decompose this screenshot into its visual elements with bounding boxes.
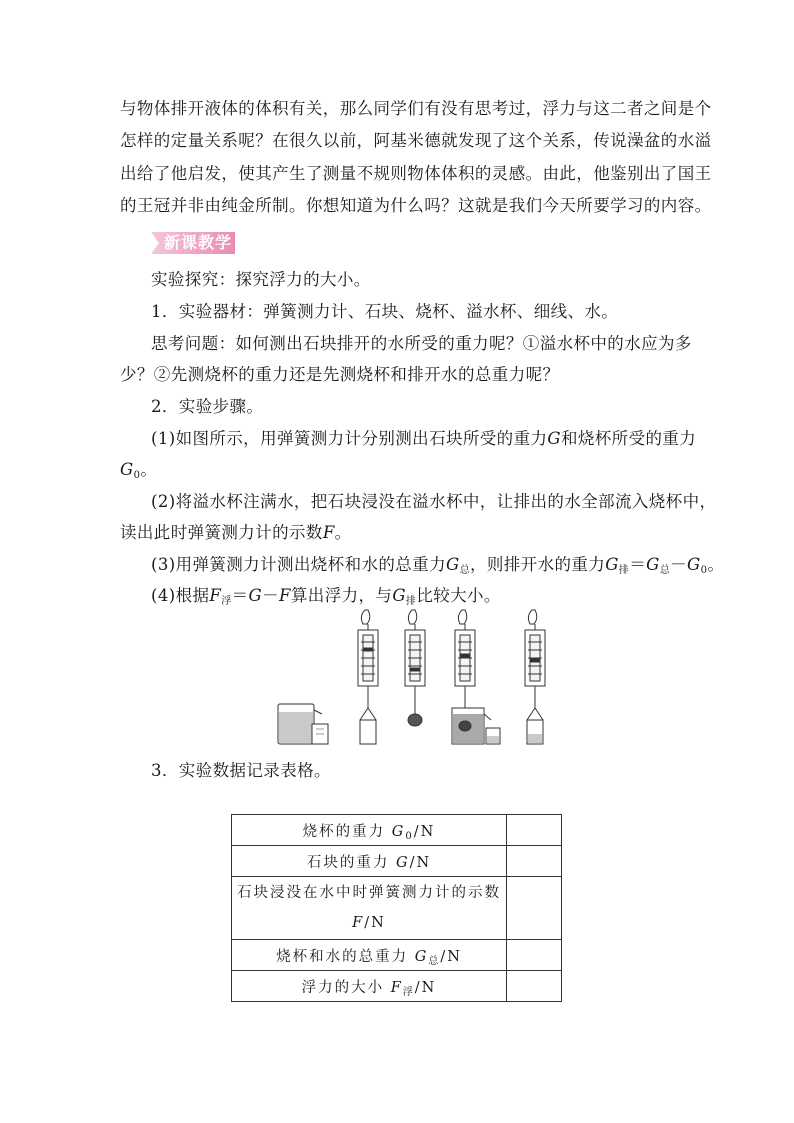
row-label: 烧杯和水的总重力 xyxy=(276,948,409,965)
question-line-1: 思考问题：如何测出石块排开的水所受的重力呢？①溢水杯中的水应为多 xyxy=(151,334,692,353)
minus-sign-2: － xyxy=(262,586,280,605)
row-subscript: 0 xyxy=(405,830,414,842)
symbol-g0-2: G xyxy=(687,555,701,574)
step-1-line-2 xyxy=(120,460,157,480)
table-label-cell xyxy=(232,940,507,971)
row-symbol: F xyxy=(390,979,403,996)
table-row xyxy=(232,846,562,877)
step-3-end: 。 xyxy=(707,555,725,574)
experiment-title: 实验探究：探究浮力的大小。 xyxy=(151,270,371,289)
subscript-0-2: 0 xyxy=(700,565,708,576)
intro-line-3: 出给了他启发，使其产生了测量不规则物体体积的灵感。由此，他鉴别出了国王 xyxy=(120,164,712,183)
subscript-fu: 浮 xyxy=(221,596,232,607)
symbol-f-2: F xyxy=(279,586,291,605)
row-symbol: G xyxy=(395,854,410,871)
symbol-g0: G xyxy=(120,460,134,479)
table-row xyxy=(232,940,562,971)
table-label-cell xyxy=(232,971,507,1002)
table-value-cell[interactable] xyxy=(507,846,562,877)
overflow-cup-with-beaker xyxy=(278,704,328,744)
minus-sign: － xyxy=(670,555,687,574)
table-row xyxy=(232,971,562,1002)
table-label-cell xyxy=(232,877,507,940)
row-label: 浮力的大小 xyxy=(301,979,385,996)
row-unit: /N xyxy=(413,823,436,840)
row-label: 石块的重力 xyxy=(306,854,390,871)
step-1-end: 。 xyxy=(140,460,158,479)
table-value-cell[interactable] xyxy=(507,815,562,846)
step-4-text-b: 算出浮力，与 xyxy=(290,586,393,605)
row-symbol: G xyxy=(391,823,406,840)
spring-scale-stone xyxy=(405,610,425,726)
symbol-g-pai: G xyxy=(605,555,619,574)
symbol-g-total-2: G xyxy=(646,555,660,574)
spring-scale-beaker xyxy=(358,610,378,744)
table-value-cell[interactable] xyxy=(507,971,562,1002)
badge-arrow-icon xyxy=(151,232,159,254)
step-4-line xyxy=(151,586,501,606)
symbol-f-fu: F xyxy=(209,586,222,605)
row-symbol: G xyxy=(414,948,429,965)
table-row xyxy=(232,815,562,846)
row-unit: /N xyxy=(409,854,432,871)
step-2-line-1: (2)将溢水杯注满水，把石块浸没在溢水杯中，让排出的水全部流入烧杯中， xyxy=(151,492,717,511)
experiment-illustration xyxy=(272,608,568,748)
step-2-line-2 xyxy=(120,523,352,543)
row-unit: /N xyxy=(414,979,437,996)
intro-line-1: 与物体排开液体的体积有关，那么同学们有没有思考过，浮力与这二者之间是个 xyxy=(120,99,712,118)
row-symbol: F xyxy=(352,915,365,931)
step-1-text-b: 和烧杯所受的重力 xyxy=(560,429,697,448)
question-line-2: 少？②先测烧杯的重力还是先测烧杯和排开水的总重力呢？ xyxy=(120,365,560,384)
symbol-f: F xyxy=(322,523,335,542)
table-value-cell[interactable] xyxy=(507,877,562,940)
step-3-line xyxy=(151,555,724,575)
subscript-pai: 排 xyxy=(618,565,630,576)
section-badge xyxy=(151,232,235,254)
step-3-text-a: (3)用弹簧测力计测出烧杯和水的总重力 xyxy=(151,555,446,574)
steps-title: 2．实验步骤。 xyxy=(151,397,264,416)
data-record-table xyxy=(231,814,562,1002)
step-2-end: 。 xyxy=(334,523,352,542)
symbol-g: G xyxy=(547,429,561,448)
step-3-text-b: ，则排开水的重力 xyxy=(469,555,606,574)
row-subscript: 总 xyxy=(428,955,441,967)
subscript-total: 总 xyxy=(459,565,470,576)
table-label-cell xyxy=(232,846,507,877)
row-unit: /N xyxy=(364,915,386,931)
equals-sign-2: ＝ xyxy=(231,586,249,605)
step-1-line-1 xyxy=(151,429,696,449)
spring-scale-beaker-water xyxy=(525,610,545,744)
section-badge-label: 新课教学 xyxy=(164,233,233,252)
subscript-total-2: 总 xyxy=(659,565,671,576)
table-label-cell xyxy=(232,815,507,846)
spring-scale-submerged xyxy=(452,610,500,744)
symbol-g-total: G xyxy=(445,555,460,574)
row-subscript: 浮 xyxy=(402,986,415,998)
step-4-text-a: (4)根据 xyxy=(151,586,210,605)
intro-line-4: 的王冠并非由纯金所制。你想知道为什么吗？这就是我们今天所要学习的内容。 xyxy=(120,196,712,215)
table-row xyxy=(232,877,562,940)
row-unit: /N xyxy=(440,948,462,965)
symbol-g-2: G xyxy=(248,586,263,605)
step-4-text-c: 比较大小。 xyxy=(416,586,501,605)
table-value-cell[interactable] xyxy=(507,940,562,971)
table-title: 3．实验数据记录表格。 xyxy=(151,761,331,780)
subscript-0: 0 xyxy=(133,470,141,481)
step-2-text-b: 读出此时弹簧测力计的示数 xyxy=(120,523,323,542)
row-label: 石块浸没在水中时弹簧测力计的示数 xyxy=(237,885,501,901)
row-label: 烧杯的重力 xyxy=(302,823,386,840)
intro-line-2: 怎样的定量关系呢？在很久以前，阿基米德就发现了这个关系，传说澡盆的水溢 xyxy=(120,131,712,150)
equals-sign: ＝ xyxy=(629,555,647,574)
subscript-pai-2: 排 xyxy=(405,596,417,607)
symbol-g-pai-2: G xyxy=(392,586,406,605)
experiment-materials: 1．实验器材：弹簧测力计、石块、烧杯、溢水杯、细线、水。 xyxy=(151,302,619,321)
step-1-text-a: (1)如图所示，用弹簧测力计分别测出石块所受的重力 xyxy=(151,429,548,448)
